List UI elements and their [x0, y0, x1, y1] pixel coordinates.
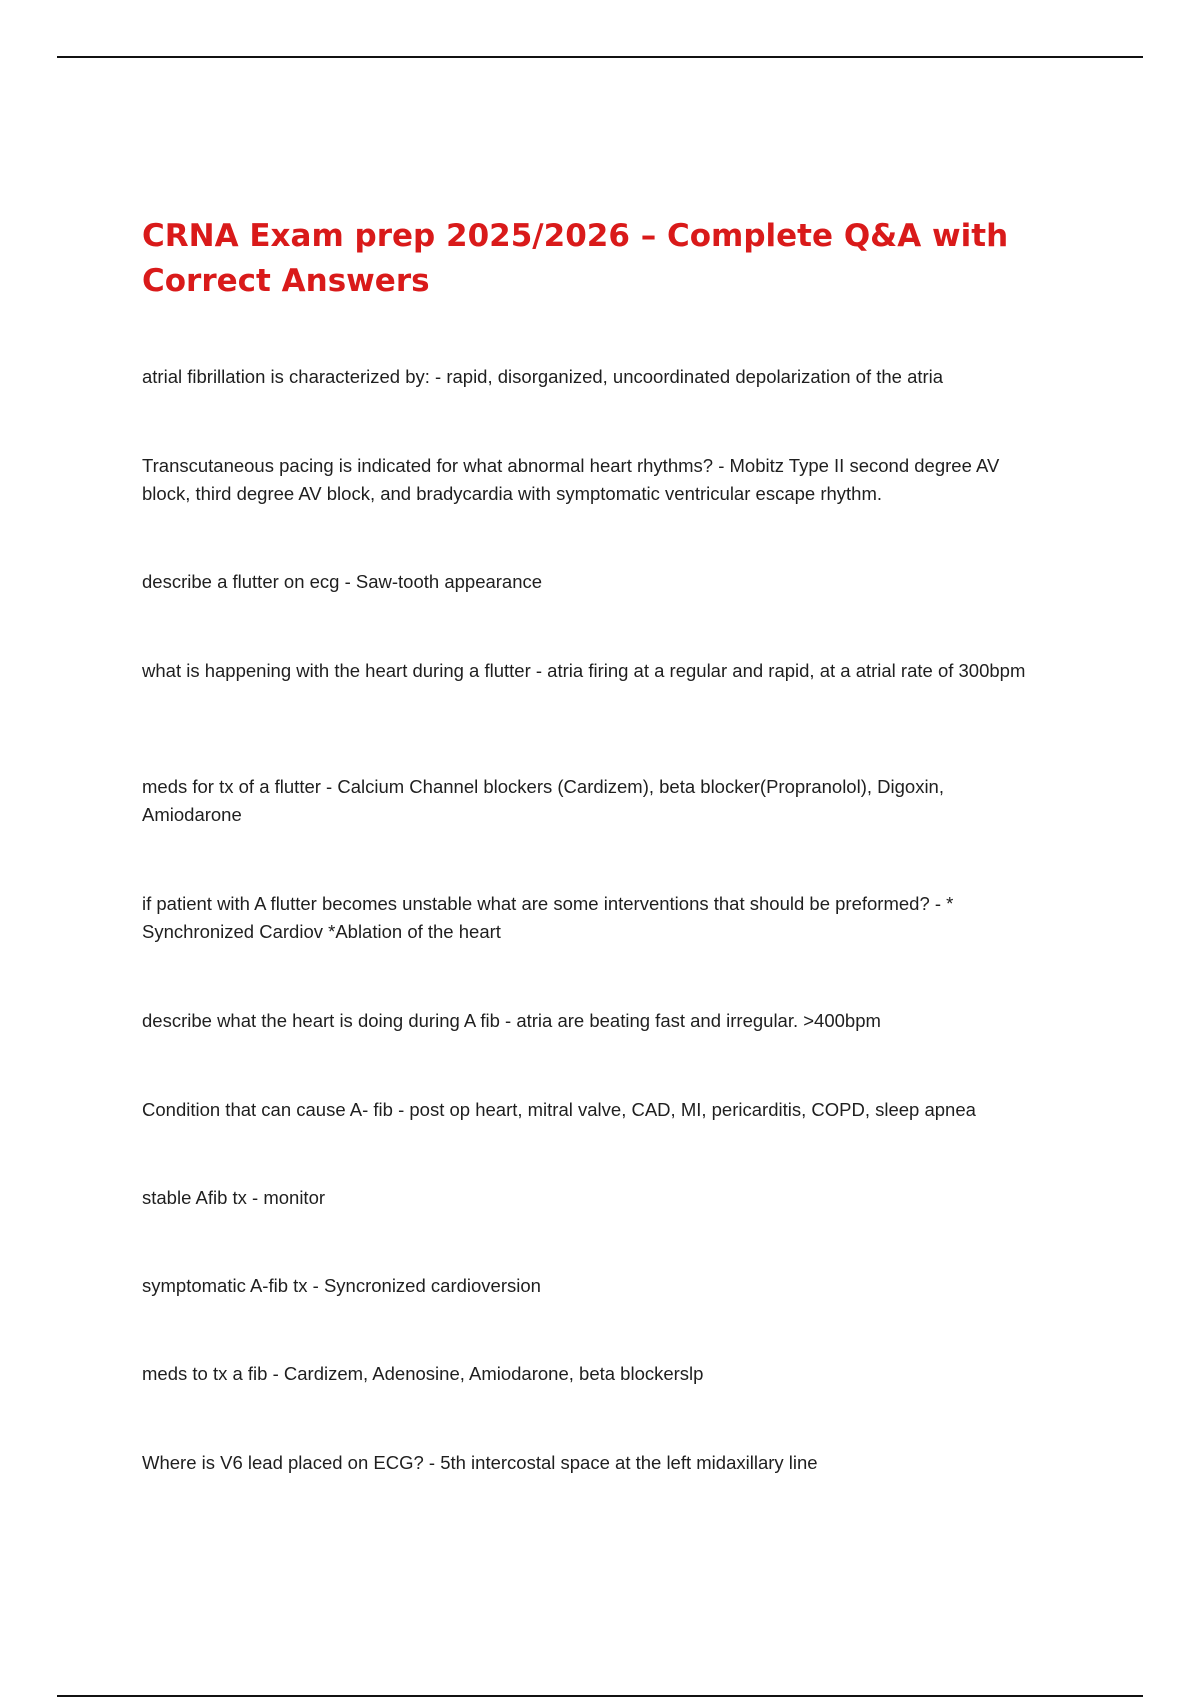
qa-item: stable Afib tx - monitor — [142, 1187, 326, 1208]
qa-item: describe what the heart is doing during A fib - atria are beating fast and irregular. >400bpm — [142, 1010, 881, 1031]
qa-item: meds for tx of a flutter - Calcium Channel blockers (Cardizem), beta blocker(Propranolol), Digoxin, Amiodarone — [142, 776, 944, 825]
qa-item: atrial fibrillation is characterized by: - rapid, disorganized, uncoordinated depolarization of the atria — [142, 366, 944, 387]
qa-item: describe a flutter on ecg - Saw-tooth appearance — [142, 571, 543, 592]
qa-item: if patient with A flutter becomes unstable what are some interventions that should be preformed? - * Synchronized Cardiov *Ablation of the heart — [142, 893, 954, 942]
qa-item: Transcutaneous pacing is indicated for what abnormal heart rhythms? - Mobitz Type II second degree AV block, third degree AV block, and bradycardia with symptomatic ventricular escape rhythm. — [142, 455, 1000, 504]
document-title: CRNA Exam prep 2025/2026 – Complete Q&A with Correct Answers — [142, 218, 1009, 299]
qa-item: symptomatic A-fib tx - Syncronized cardioversion — [142, 1275, 541, 1296]
qa-item: Where is V6 lead placed on ECG? - 5th intercostal space at the left midaxillary line — [142, 1452, 818, 1473]
header-rule — [57, 56, 1143, 58]
qa-item: what is happening with the heart during a flutter - atria firing at a regular and rapid, at a atrial rate of 300bpm — [142, 660, 1026, 681]
footer-rule — [57, 1695, 1143, 1697]
qa-item: meds to tx a fib - Cardizem, Adenosine, Amiodarone, beta blockerslp — [142, 1363, 704, 1384]
qa-item: Condition that can cause A- fib - post op heart, mitral valve, CAD, MI, pericarditis, COPD, sleep apnea — [142, 1099, 976, 1120]
